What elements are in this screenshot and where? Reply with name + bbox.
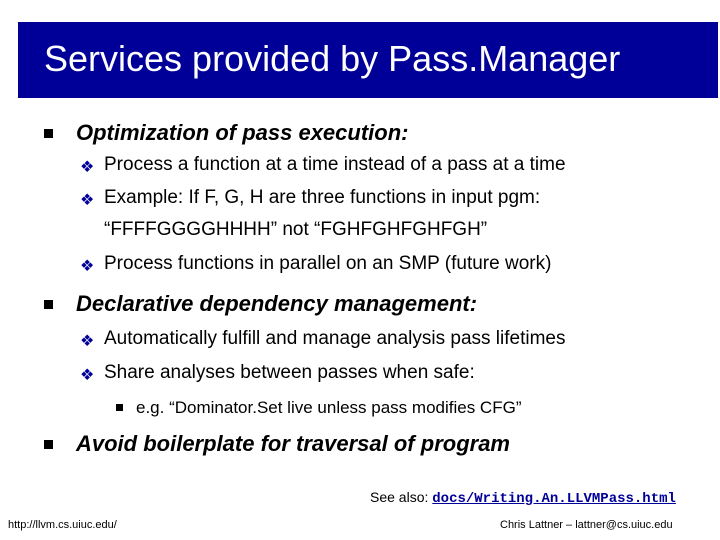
diamond-bullet-icon: ❖	[80, 333, 95, 350]
sub-bullet-text: Share analyses between passes when safe:	[104, 362, 475, 383]
square-bullet-icon	[44, 300, 53, 309]
sub-bullet-text: Example: If F, G, H are three functions in input pgm:	[104, 187, 541, 208]
diamond-bullet-icon: ❖	[80, 192, 95, 209]
sub-bullet-text: Process functions in parallel on an SMP (future work)	[104, 253, 552, 274]
footer-url: http://llvm.cs.uiuc.edu/	[8, 519, 117, 531]
diamond-bullet-icon: ❖	[80, 159, 95, 176]
bullet-text: Declarative dependency management:	[76, 291, 478, 316]
sub-sub-bullet-text: e.g. “Dominator.Set live unless pass modifies CFG”	[136, 398, 522, 417]
diamond-bullet-icon: ❖	[80, 258, 95, 275]
title-bar	[18, 22, 718, 98]
diamond-bullet-icon: ❖	[80, 367, 95, 384]
footer-author: Chris Lattner – lattner@cs.uiuc.edu	[500, 519, 673, 531]
sub-bullet-continuation: “FFFFGGGGHHHH” not “FGHFGHFGHFGH”	[104, 219, 488, 240]
sub-bullet-text: Automatically fulfill and manage analysis pass lifetimes	[104, 328, 566, 349]
bullet-text: Avoid boilerplate for traversal of program	[76, 431, 510, 456]
slide-title: Services provided by Pass.Manager	[44, 38, 621, 79]
square-bullet-icon	[44, 440, 53, 449]
bullet-text: Optimization of pass execution:	[76, 120, 409, 145]
sub-bullet-text: Process a function at a time instead of a pass at a time	[104, 154, 566, 175]
see-also-link[interactable]: docs/Writing.An.LLVMPass.html	[432, 491, 676, 507]
square-bullet-icon	[116, 404, 123, 411]
see-also-label: See also:	[370, 489, 429, 505]
square-bullet-icon	[44, 129, 53, 138]
see-also	[370, 489, 676, 507]
